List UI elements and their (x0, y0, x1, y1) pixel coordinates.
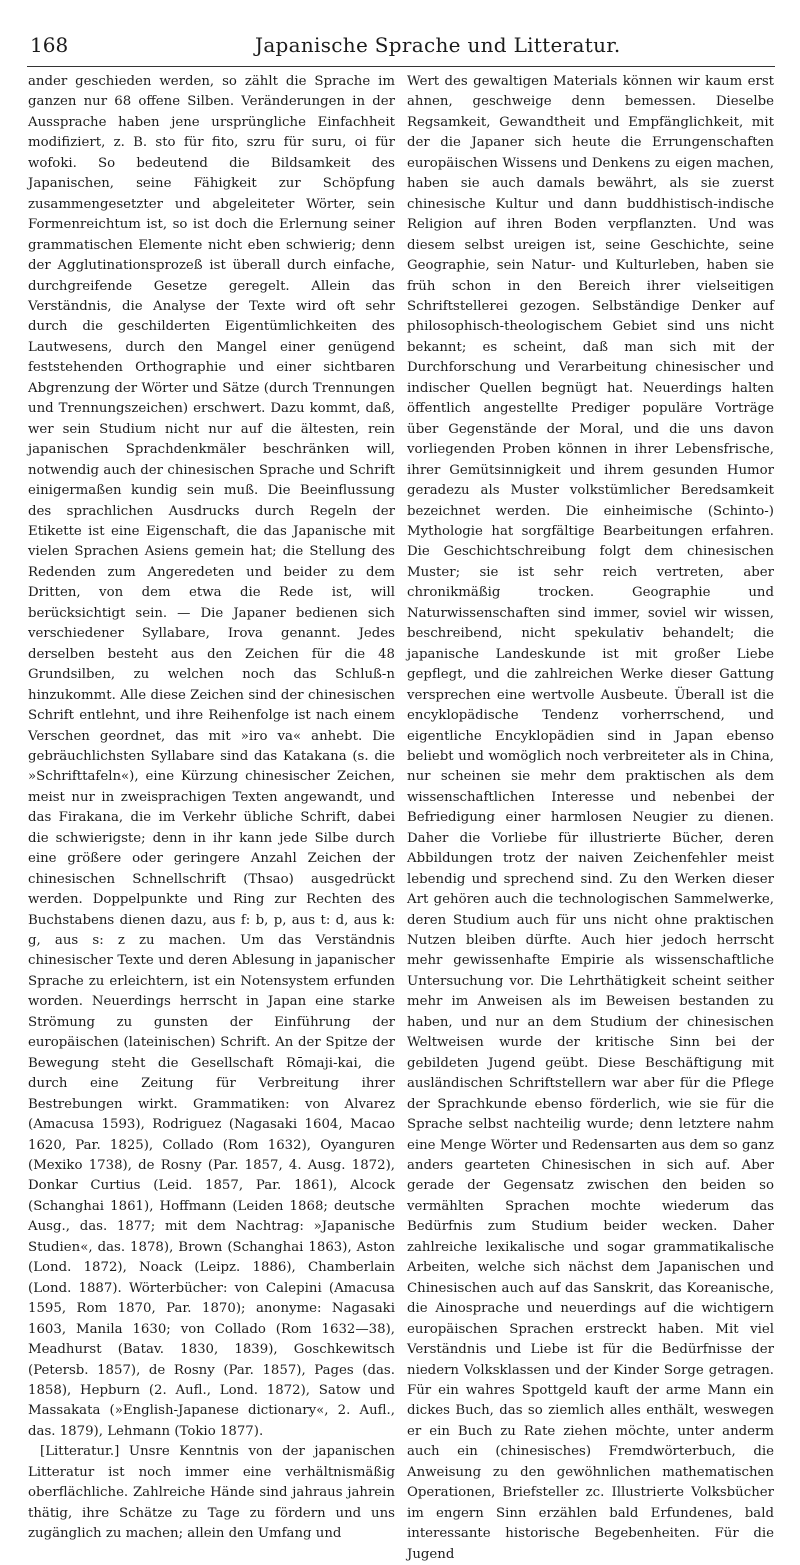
running-title: Japanische Sprache und Litteratur. (255, 33, 621, 57)
body-paragraph: Wert des gewaltigen Materials können wir kaum erst ahnen, geschweige denn bemessen. Dieselbe Regsamkeit, Gewandtheit und Empfänglichkeit, mit der die Japaner sich heute die Errungenschaften europäischen Wissens und Denkens zu eigen machen, haben sie auch damals bewährt, als sie zuerst chinesische Kultur und dann buddhistisch-indische Religion auf ihren Boden verpflanzten. Und was diesem selbst ureigen ist, seine Geschichte, seine Geographie, sein Natur- und Kulturleben, haben sie früh schon in den Bereich ihrer vielseitigen Schriftstellerei gezogen. Selbständige Denker auf philosophisch-theologischem Gebiet sind uns nicht bekannt; es scheint, daß man sich mit der Durchforschung und Verarbeitung chinesischer und indischer Quellen begnügt hat. Neuerdings halten öffentlich angestellte Prediger populäre Vorträge über Gegenstände der Moral, und die uns davon vorliegenden Proben können in ihrer Lebensfrische, ihrer Gemütsinnigkeit und ihrem gesunden Humor geradezu als Muster volkstümlicher Beredsamkeit bezeichnet werden. Die einheimische (Schinto-) Mythologie hat sorgfältige Bearbeitungen erfahren. Die Geschichtschreibung folgt dem chinesischen Muster; sie ist sehr reich vertreten, aber chronikmäßig trocken. Geographie und Naturwissenschaften sind immer, soviel wir wissen, beschreibend, nicht spekulativ behandelt; die japanische Landeskunde ist mit großer Liebe gepflegt, und die zahlreichen Werke dieser Gattung versprechen eine wertvolle Ausbeute. Überall ist die encyklopädische Tendenz vorherrschend, und eigentliche Encyklopädien sind in Japan ebenso beliebt und womöglich noch verbreiteter als in China, nur scheinen sie mehr dem praktischen als dem wissenschaftlichen Interesse und nebenbei der Befriedigung einer harmlosen Neugier zu dienen. Daher die Vorliebe für illustrierte Bücher, deren Abbildungen trotz der naiven Zeichenfehler meist lebendig und sprechend sind. Zu den Werken dieser Art gehören auch die technologischen Sammelwerke, deren Studium auch für uns nicht ohne praktischen Nutzen bleiben dürfte. Auch hier jedoch herrscht mehr gewissenhafte Empirie als wissenschaftliche Untersuchung vor. Die Lehrthätigkeit scheint seither mehr im Anweisen als im Beweisen bestanden zu haben, und nur an dem Studium der chinesischen Weltweisen wurde der kritische Sinn bei der gebildeten Jugend geübt. Diese Beschäftigung mit ausländischen Schriftstellern war aber für die Pflege der Sprachkunde ebenso förderlich, wie sie für die Sprache selbst nachteilig wurde; denn letztere nahm eine Menge Wörter und Redensarten aus dem so ganz anders gearteten Chinesischen in sich auf. Aber gerade der Gegensatz zwischen den beiden so vermählten Sprachen mochte wiederum das Bedürfnis zum Studium beider wecken. Daher zahlreiche lexikalische und sogar grammatikalische Arbeiten, welche sich nächst dem Japanischen und Chinesischen auch auf das Sanskrit, das Koreanische, die Ainosprache und neuerdings auf die wichtigern europäischen Sprachen erstreckt haben. Mit viel Verständnis und Liebe ist für die Bedürfnisse der niedern Volksklassen und der Kinder Sorge getragen. Für ein wahres Spottgeld kauft der arme Mann ein dickes Buch, das so ziemlich alles enthält, weswegen er ein Buch zu Rate ziehen möchte, unter anderm auch ein (chinesisches) Fremdwörterbuch, die Anweisung zu den gewöhnlichen mathematischen Operationen, Briefsteller zc. Illustrierte Volksbücher im engern Sinn erzählen bald Erfundenes, bald interessante historische Begebenheiten. Für die Jugend (407, 74, 774, 1562)
body-paragraph: [Litteratur.] Unsre Kenntnis von der japanischen Litteratur ist noch immer eine verhältnismäßig oberflächliche. Zahlreiche Hände sind jahraus jahrein thätig, ihre Schätze zu Tage zu fördern und uns zugänglich zu machen; allein den Umfang und (28, 1444, 395, 1542)
body-paragraph: ander geschieden werden, so zählt die Sprache im ganzen nur 68 offene Silben. Veränderungen in der Aussprache haben jene ursprüngliche Einfachheit modifiziert, z. B. sto für fito, szru für suru, oi für wofoki. So bedeutend die Bildsamkeit des Japanischen, seine Fähigkeit zur Schöpfung zusammengesetzter und abgeleiteter Wörter, sein Formenreichtum ist, so ist doch die Erlernung seiner grammatischen Elemente nicht eben schwierig; denn der Agglutinationsprozeß ist überall durch einfache, durchgreifende Gesetze geregelt. Allein das Verständnis, die Analyse der Texte wird oft sehr durch die geschilderten Eigentümlichkeiten des Lautwesens, durch den Mangel einer genügend feststehenden Orthographie und einer sichtbaren Abgrenzung der Wörter und Sätze (durch Trennungen und Trennungszeichen) erschwert. Dazu kommt, daß, wer sein Studium nicht nur auf die ältesten, rein japanischen Sprachdenkmäler beschränken will, notwendig auch der chinesischen Sprache und Schrift einigermaßen kundig sein muß. Die Beeinflussung des sprachlichen Ausdrucks durch Regeln der Etikette ist eine Eigenschaft, die das Japanische mit vielen Sprachen Asiens gemein hat; die Stellung des Redenden zum Angeredeten und beider zu dem Dritten, von dem etwa die Rede ist, will berücksichtigt sein. — Die Japaner bedienen sich verschiedener Syllabare, Irova genannt. Jedes derselben besteht aus den Zeichen für die 48 Grundsilben, zu welchen noch das Schluß-n hinzukommt. Alle diese Zeichen sind der chinesischen Schrift entlehnt, und ihre Reihenfolge ist nach einem Verschen geordnet, das mit »iro va« anhebt. Die gebräuchlichsten Syllabare sind das Katakana (s. die »Schrifttafeln«), eine Kürzung chinesischer Zeichen, meist nur in zweisprachigen Texten angewandt, und das Firakana, die im Verkehr übliche Schrift, dabei die schwierigste; denn in ihr kann jede Silbe durch eine größere oder geringere Anzahl Zeichen der chinesischen Schnellschrift (Thsao) ausgedrückt werden. Doppelpunkte und Ring zur Rechten des Buchstabens dienen dazu, aus f: b, p, aus t: d, aus k: g, aus s: z zu machen. Um das Verständnis chinesischer Texte und deren Ablesung in japanischer Sprache zu erleichtern, ist ein Notensystem erfunden worden. Neuerdings herrscht in Japan eine starke Strömung zu gunsten der Einführung der europäischen (lateinischen) Schrift. An der Spitze der Bewegung steht die Gesellschaft Rōmaji-kai, die durch eine Zeitung für Verbreitung ihrer Bestrebungen wirkt. Grammatiken: von Alvarez (Amacusa 1593), Rodriguez (Nagasaki 1604, Macao 1620, Par. 1825), Collado (Rom 1632), Oyanguren (Mexiko 1738), de Rosny (Par. 1857, 4. Ausg. 1872), Donkar Curtius (Leid. 1857, Par. 1861), Alcock (Schanghai 1861), Hoffmann (Leiden 1868; deutsche Ausg., das. 1877; mit dem Nachtrag: »Japanische Studien«, das. 1878), Brown (Schanghai 1863), Aston (Lond. 1872), Noack (Leipz. 1886), Chamberlain (Lond. 1887). Wörterbücher: von Calepini (Amacusa 1595, Rom 1870, Par. 1870); anonyme: Nagasaki 1603, Manila 1630; von Collado (Rom 1632—38), Meadhurst (Batav. 1830, 1839), Goschkewitsch (Petersb. 1857), de Rosny (Par. 1857), Pages (das. 1858), Hepburn (2. Aufl., Lond. 1872), Satow und Massakata (»English-Japanese dictionary«, 2. Aufl., das. 1879), Lehmann (Tokio 1877). (28, 74, 395, 1439)
page-number: 168 (30, 33, 69, 57)
right-column (407, 72, 774, 1565)
header-rule (27, 66, 775, 67)
running-header (27, 30, 775, 66)
left-column (28, 72, 395, 1545)
